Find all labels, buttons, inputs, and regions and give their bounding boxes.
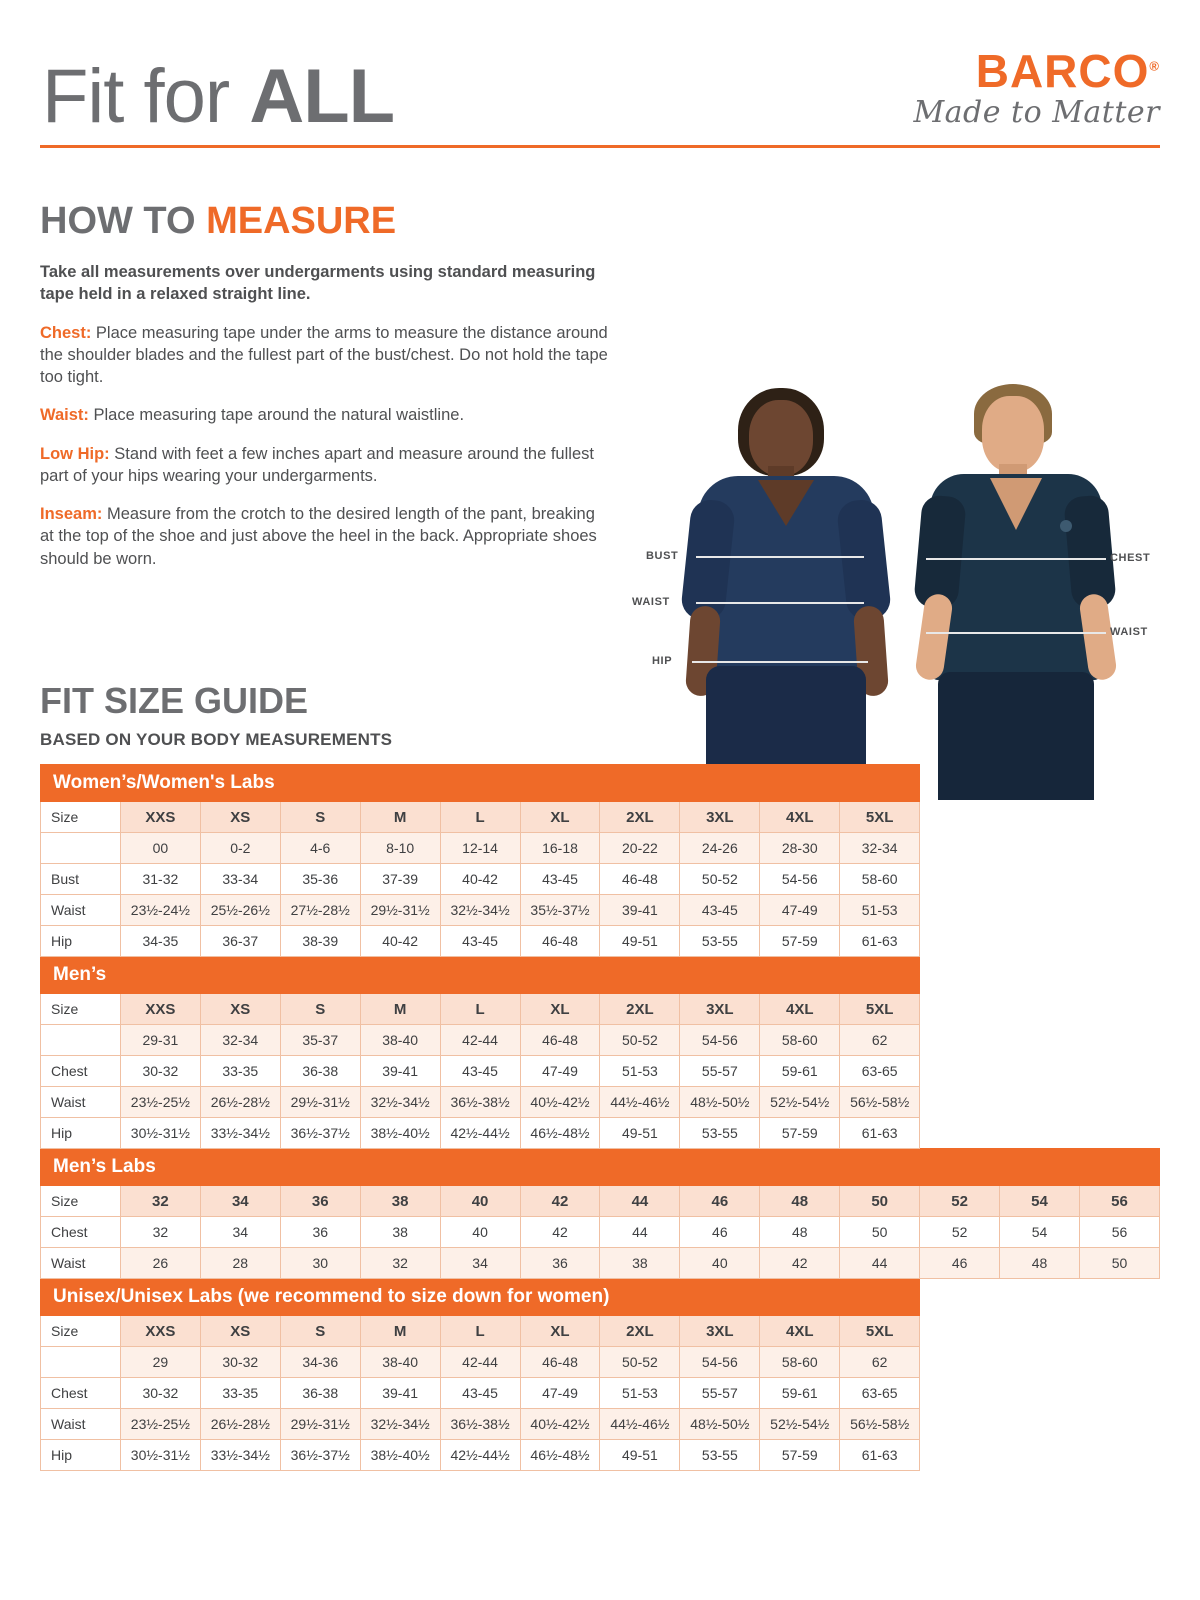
table-cell: S <box>280 802 360 833</box>
page-title-bold: ALL <box>249 53 395 139</box>
registered-mark: ® <box>1149 58 1160 74</box>
section-band-row <box>41 1279 1160 1316</box>
waist-measure-line-female <box>696 602 864 604</box>
hip-label: HIP <box>652 655 673 667</box>
table-cell: 2XL <box>600 994 680 1025</box>
table-cell: 36-38 <box>280 1378 360 1409</box>
table-cell: 4-6 <box>280 833 360 864</box>
table-cell: 46-48 <box>520 1347 600 1378</box>
table-cell: 48½-50½ <box>680 1087 760 1118</box>
table-cell: 52 <box>920 1186 1000 1217</box>
table-cell: 30-32 <box>200 1347 280 1378</box>
row-label: Waist <box>41 895 121 926</box>
hip-measure-line-female <box>692 661 868 663</box>
table-cell: XL <box>520 802 600 833</box>
table-cell: 35-36 <box>280 864 360 895</box>
brand-name <box>975 45 1160 97</box>
table-cell: 36 <box>520 1248 600 1279</box>
table-cell: 0-2 <box>200 833 280 864</box>
fit-size-guide-title: FIT SIZE GUIDE <box>40 680 309 721</box>
table-cell: 34 <box>200 1186 280 1217</box>
table-cell: 26 <box>120 1248 200 1279</box>
table-cell: 35-37 <box>280 1025 360 1056</box>
table-cell: 12-14 <box>440 833 520 864</box>
table-cell: 36½-37½ <box>280 1440 360 1471</box>
table-cell: 51-53 <box>600 1056 680 1087</box>
table-cell: 28 <box>200 1248 280 1279</box>
table-cell: 32 <box>120 1186 200 1217</box>
table-cell: XXS <box>120 802 200 833</box>
table-cell: 55-57 <box>680 1056 760 1087</box>
table-row <box>41 833 1160 864</box>
measure-item-waist <box>40 404 612 426</box>
table-cell: 44 <box>600 1186 680 1217</box>
table-cell: 51-53 <box>600 1378 680 1409</box>
table-cell: 54-56 <box>680 1347 760 1378</box>
measure-item-low-hip <box>40 443 612 488</box>
fit-size-guide-subtitle: BASED ON YOUR BODY MEASUREMENTS <box>40 730 393 749</box>
table-cell: 5XL <box>840 802 920 833</box>
table-cell: 32-34 <box>840 833 920 864</box>
table-cell: 46-48 <box>600 864 680 895</box>
table-cell: 54-56 <box>760 864 840 895</box>
table-cell: 43-45 <box>440 1056 520 1087</box>
chest-label-male: CHEST <box>1110 552 1151 564</box>
table-cell: 44½-46½ <box>600 1087 680 1118</box>
table-cell: 16-18 <box>520 833 600 864</box>
table-cell: 34 <box>200 1217 280 1248</box>
table-cell: 47-49 <box>520 1056 600 1087</box>
row-label: Waist <box>41 1248 121 1279</box>
row-label: Size <box>41 1186 121 1217</box>
waist-label-male: WAIST <box>1110 626 1148 638</box>
table-cell: 43-45 <box>440 1378 520 1409</box>
table-cell: 36-37 <box>200 926 280 957</box>
row-label: Hip <box>41 1118 121 1149</box>
female-v-neckline <box>758 480 814 526</box>
table-cell: 50-52 <box>600 1347 680 1378</box>
measure-item-chest-label: Chest: <box>40 323 92 342</box>
table-cell: 33½-34½ <box>200 1118 280 1149</box>
table-cell: 42½-44½ <box>440 1440 520 1471</box>
table-cell: 39-41 <box>360 1056 440 1087</box>
table-cell: 34-36 <box>280 1347 360 1378</box>
table-cell: 50 <box>840 1186 920 1217</box>
table-cell: 38½-40½ <box>360 1118 440 1149</box>
section-band-row <box>41 765 1160 802</box>
table-cell: 49-51 <box>600 926 680 957</box>
table-cell: 42 <box>520 1186 600 1217</box>
measure-item-inseam <box>40 503 612 570</box>
table-cell: 43-45 <box>520 864 600 895</box>
table-cell: 32½-34½ <box>360 1409 440 1440</box>
measure-item-inseam-label: Inseam: <box>40 505 103 524</box>
row-label <box>41 1025 121 1056</box>
table-cell: 40½-42½ <box>520 1409 600 1440</box>
table-row <box>41 1025 1160 1056</box>
row-label: Waist <box>41 1409 121 1440</box>
table-cell: 4XL <box>760 994 840 1025</box>
page-header <box>40 0 1160 139</box>
table-cell: 50-52 <box>600 1025 680 1056</box>
table-cell: 50 <box>1079 1248 1159 1279</box>
table-cell: 55-57 <box>680 1378 760 1409</box>
table-row <box>41 1409 1160 1440</box>
table-cell: 61-63 <box>840 1118 920 1149</box>
table-cell: 49-51 <box>600 1440 680 1471</box>
size-chart-table <box>40 764 1160 1471</box>
table-row <box>41 994 1160 1025</box>
table-cell: 29½-31½ <box>360 895 440 926</box>
table-cell: 2XL <box>600 1316 680 1347</box>
table-cell: 42 <box>520 1217 600 1248</box>
table-cell: 30 <box>280 1248 360 1279</box>
table-cell: 30-32 <box>120 1378 200 1409</box>
table-cell: 38-40 <box>360 1347 440 1378</box>
row-label: Chest <box>41 1056 121 1087</box>
table-cell: 46½-48½ <box>520 1118 600 1149</box>
table-row <box>41 802 1160 833</box>
table-cell: 57-59 <box>760 1118 840 1149</box>
table-cell: 30½-31½ <box>120 1440 200 1471</box>
measure-item-waist-label: Waist: <box>40 406 89 425</box>
table-cell: 52 <box>920 1217 1000 1248</box>
table-cell: 54 <box>1000 1186 1080 1217</box>
table-cell: 40 <box>680 1248 760 1279</box>
waist-label-female: WAIST <box>632 596 670 608</box>
table-cell: 29 <box>120 1347 200 1378</box>
chest-measure-line-male <box>926 558 1106 560</box>
table-cell: 38 <box>360 1217 440 1248</box>
brand-name-text: BARCO <box>975 45 1150 97</box>
table-cell: 20-22 <box>600 833 680 864</box>
table-cell: L <box>440 1316 520 1347</box>
table-cell: 32 <box>360 1248 440 1279</box>
brand-logo <box>913 45 1160 133</box>
measure-item-chest-text: Place measuring tape under the arms to measure the distance around the shoulder blades and the fullest part of the bust/chest. Do not hold the tape too tight. <box>40 323 608 387</box>
row-label: Waist <box>41 1087 121 1118</box>
table-cell: 36½-38½ <box>440 1087 520 1118</box>
table-row <box>41 864 1160 895</box>
table-cell: 46-48 <box>520 1025 600 1056</box>
brand-tagline: Made to Matter <box>913 95 1160 130</box>
table-cell: 57-59 <box>760 1440 840 1471</box>
table-cell: 56 <box>1079 1186 1159 1217</box>
table-cell: 48 <box>1000 1248 1080 1279</box>
measure-lead-text: Take all measurements over undergarments using standard measuring tape held in a relaxed straight line. <box>40 263 596 304</box>
bust-measure-line <box>696 556 864 558</box>
table-row <box>41 895 1160 926</box>
table-cell: 38 <box>600 1248 680 1279</box>
table-row <box>41 1087 1160 1118</box>
table-cell: 40 <box>440 1186 520 1217</box>
table-cell: 25½-26½ <box>200 895 280 926</box>
how-to-measure-title-plain: HOW TO <box>40 200 207 242</box>
table-cell: 38-40 <box>360 1025 440 1056</box>
table-cell: 59-61 <box>760 1056 840 1087</box>
table-row <box>41 1217 1160 1248</box>
section-band-row <box>41 957 1160 994</box>
table-cell: 5XL <box>840 994 920 1025</box>
table-cell: 53-55 <box>680 1440 760 1471</box>
row-label: Bust <box>41 864 121 895</box>
table-cell: 28-30 <box>760 833 840 864</box>
table-cell: 58-60 <box>760 1347 840 1378</box>
table-cell: 56 <box>1079 1217 1159 1248</box>
table-row <box>41 1118 1160 1149</box>
table-cell: 48 <box>760 1217 840 1248</box>
table-cell: XXS <box>120 994 200 1025</box>
male-chest-emblem <box>1060 520 1072 532</box>
table-cell: 33-35 <box>200 1056 280 1087</box>
table-cell: 31-32 <box>120 864 200 895</box>
table-cell: 54-56 <box>680 1025 760 1056</box>
table-cell: 27½-28½ <box>280 895 360 926</box>
table-cell: 44 <box>600 1217 680 1248</box>
table-cell: 58-60 <box>840 864 920 895</box>
male-sleeve-right <box>1063 494 1117 609</box>
table-cell: 40 <box>440 1217 520 1248</box>
table-cell: 42-44 <box>440 1025 520 1056</box>
table-cell: 26½-28½ <box>200 1409 280 1440</box>
how-to-measure-title-accent: MEASURE <box>206 200 397 242</box>
table-cell: 36 <box>280 1217 360 1248</box>
page-title-light: Fit for <box>42 53 250 139</box>
table-cell: 36-38 <box>280 1056 360 1087</box>
row-label: Hip <box>41 1440 121 1471</box>
table-cell: 50 <box>840 1217 920 1248</box>
male-v-neckline <box>990 478 1042 530</box>
table-cell: 8-10 <box>360 833 440 864</box>
table-cell: 37-39 <box>360 864 440 895</box>
table-cell: 63-65 <box>840 1378 920 1409</box>
table-cell: 57-59 <box>760 926 840 957</box>
header-divider <box>40 145 1160 148</box>
size-tables-container <box>40 764 1160 1471</box>
table-cell: 43-45 <box>680 895 760 926</box>
table-cell: 46-48 <box>520 926 600 957</box>
table-cell: 24-26 <box>680 833 760 864</box>
row-label: Chest <box>41 1378 121 1409</box>
table-cell: 42 <box>760 1248 840 1279</box>
table-row <box>41 1056 1160 1087</box>
table-cell: 33½-34½ <box>200 1440 280 1471</box>
table-cell: 32½-34½ <box>440 895 520 926</box>
table-cell: 30-32 <box>120 1056 200 1087</box>
table-cell: 47-49 <box>520 1378 600 1409</box>
table-cell: 2XL <box>600 802 680 833</box>
table-cell: 33-34 <box>200 864 280 895</box>
row-label <box>41 1347 121 1378</box>
measure-item-waist-text: Place measuring tape around the natural waistline. <box>88 406 465 425</box>
table-row <box>41 1378 1160 1409</box>
table-cell: 62 <box>840 1347 920 1378</box>
table-cell: 38½-40½ <box>360 1440 440 1471</box>
measure-item-chest <box>40 322 612 389</box>
table-cell: S <box>280 1316 360 1347</box>
table-cell: 63-65 <box>840 1056 920 1087</box>
table-cell: 48½-50½ <box>680 1409 760 1440</box>
table-cell: 36½-37½ <box>280 1118 360 1149</box>
row-label: Hip <box>41 926 121 957</box>
table-cell: 5XL <box>840 1316 920 1347</box>
waist-measure-line-male <box>926 632 1106 634</box>
table-cell: L <box>440 802 520 833</box>
table-row <box>41 1186 1160 1217</box>
table-cell: XS <box>200 802 280 833</box>
table-cell: 53-55 <box>680 926 760 957</box>
table-cell: 3XL <box>680 994 760 1025</box>
table-cell: 32-34 <box>200 1025 280 1056</box>
table-cell: 36 <box>280 1186 360 1217</box>
table-cell: 29½-31½ <box>280 1087 360 1118</box>
bust-label: BUST <box>646 550 679 562</box>
table-cell: 46 <box>680 1217 760 1248</box>
table-cell: 3XL <box>680 1316 760 1347</box>
table-cell: 46 <box>920 1248 1000 1279</box>
table-cell: M <box>360 1316 440 1347</box>
table-cell: M <box>360 994 440 1025</box>
table-cell: S <box>280 994 360 1025</box>
table-cell: XXS <box>120 1316 200 1347</box>
table-cell: 61-63 <box>840 1440 920 1471</box>
table-cell: 3XL <box>680 802 760 833</box>
table-cell: 58-60 <box>760 1025 840 1056</box>
table-cell: 23½-24½ <box>120 895 200 926</box>
table-cell: 61-63 <box>840 926 920 957</box>
table-row <box>41 1347 1160 1378</box>
section-band-label: Men’s <box>41 957 920 994</box>
table-cell: 35½-37½ <box>520 895 600 926</box>
table-cell: 54 <box>1000 1217 1080 1248</box>
table-cell: 39-41 <box>600 895 680 926</box>
table-cell: 44½-46½ <box>600 1409 680 1440</box>
section-band-label: Women’s/Women's Labs <box>41 765 920 802</box>
table-cell: 00 <box>120 833 200 864</box>
section-band-label: Men’s Labs <box>41 1149 1160 1186</box>
section-band-label: Unisex/Unisex Labs (we recommend to size down for women) <box>41 1279 920 1316</box>
table-row <box>41 1248 1160 1279</box>
table-cell: 62 <box>840 1025 920 1056</box>
table-cell: 40½-42½ <box>520 1087 600 1118</box>
table-cell: 29-31 <box>120 1025 200 1056</box>
table-cell: 30½-31½ <box>120 1118 200 1149</box>
row-label: Size <box>41 1316 121 1347</box>
how-to-measure-title <box>40 200 1160 243</box>
table-cell: 38-39 <box>280 926 360 957</box>
row-label: Size <box>41 994 121 1025</box>
table-cell: 48 <box>760 1186 840 1217</box>
table-cell: 32 <box>120 1217 200 1248</box>
measure-item-inseam-text: Measure from the crotch to the desired length of the pant, breaking at the top of the shoe and just above the heel in the back. Appropriate shoes should be worn. <box>40 505 597 568</box>
measure-item-low-hip-label: Low Hip: <box>40 444 110 463</box>
table-cell: 49-51 <box>600 1118 680 1149</box>
table-cell: 50-52 <box>680 864 760 895</box>
table-cell: 26½-28½ <box>200 1087 280 1118</box>
table-cell: 32½-34½ <box>360 1087 440 1118</box>
table-cell: 42½-44½ <box>440 1118 520 1149</box>
table-row <box>41 1316 1160 1347</box>
male-face <box>982 396 1044 472</box>
table-cell: XS <box>200 994 280 1025</box>
table-cell: 43-45 <box>440 926 520 957</box>
table-cell: 40-42 <box>440 864 520 895</box>
table-cell: XL <box>520 1316 600 1347</box>
table-cell: XS <box>200 1316 280 1347</box>
table-cell: 52½-54½ <box>760 1409 840 1440</box>
table-cell: 53-55 <box>680 1118 760 1149</box>
table-cell: 59-61 <box>760 1378 840 1409</box>
table-cell: 56½-58½ <box>840 1409 920 1440</box>
table-cell: 39-41 <box>360 1378 440 1409</box>
page-title <box>42 53 395 139</box>
table-cell: 40-42 <box>360 926 440 957</box>
table-cell: 34-35 <box>120 926 200 957</box>
table-cell: 46 <box>680 1186 760 1217</box>
row-label <box>41 833 121 864</box>
row-label: Size <box>41 802 121 833</box>
table-cell: 56½-58½ <box>840 1087 920 1118</box>
table-cell: 29½-31½ <box>280 1409 360 1440</box>
table-cell: 4XL <box>760 1316 840 1347</box>
table-cell: 23½-25½ <box>120 1087 200 1118</box>
table-cell: 23½-25½ <box>120 1409 200 1440</box>
table-cell: 38 <box>360 1186 440 1217</box>
table-cell: XL <box>520 994 600 1025</box>
fit-size-guide-section <box>40 680 1160 1471</box>
row-label: Chest <box>41 1217 121 1248</box>
table-cell: 47-49 <box>760 895 840 926</box>
table-cell: 33-35 <box>200 1378 280 1409</box>
table-cell: L <box>440 994 520 1025</box>
table-cell: M <box>360 802 440 833</box>
table-cell: 42-44 <box>440 1347 520 1378</box>
table-cell: 34 <box>440 1248 520 1279</box>
table-row <box>41 926 1160 957</box>
table-cell: 51-53 <box>840 895 920 926</box>
table-cell: 46½-48½ <box>520 1440 600 1471</box>
section-band-row <box>41 1149 1160 1186</box>
table-cell: 44 <box>840 1248 920 1279</box>
table-cell: 4XL <box>760 802 840 833</box>
table-row <box>41 1440 1160 1471</box>
table-cell: 36½-38½ <box>440 1409 520 1440</box>
female-face <box>749 400 813 476</box>
table-cell: 52½-54½ <box>760 1087 840 1118</box>
measure-item-low-hip-text: Stand with feet a few inches apart and measure around the fullest part of your hips wearing your undergarments. <box>40 444 594 485</box>
